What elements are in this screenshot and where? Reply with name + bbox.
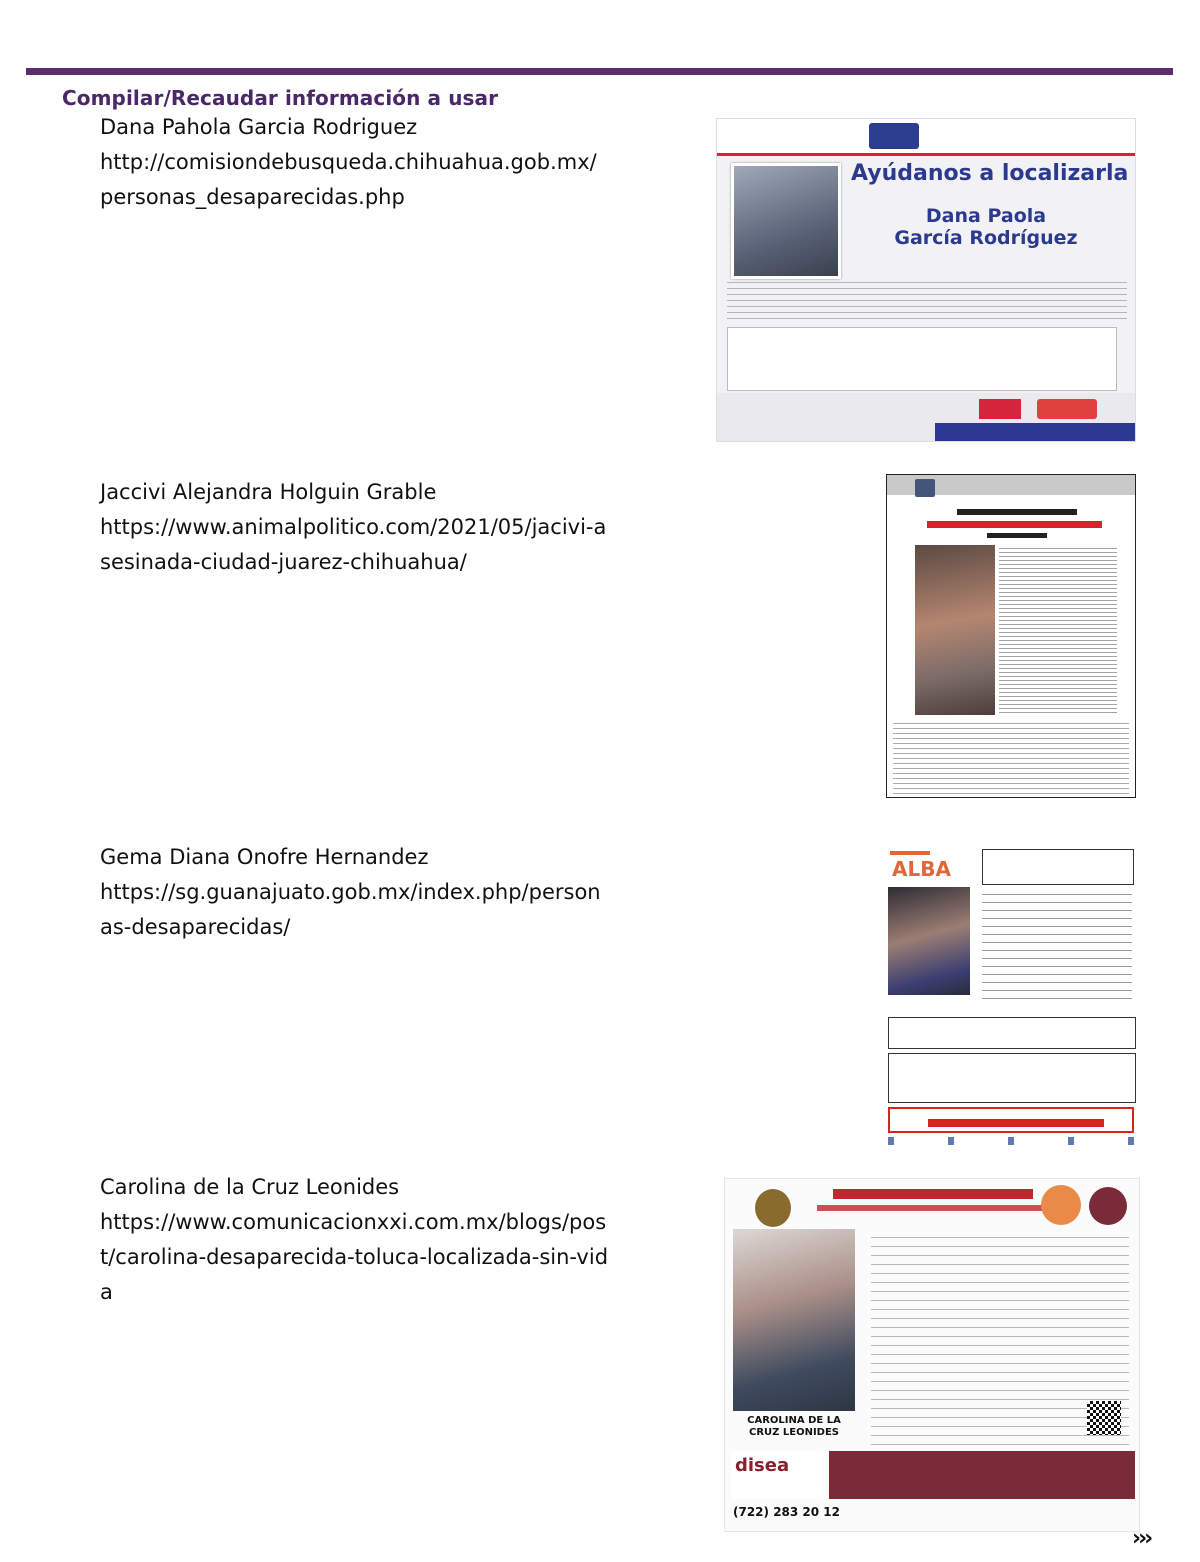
entry-jaccivi <box>100 475 610 580</box>
alba-logo-icon: ALBA <box>892 857 951 881</box>
missing-person-poster-dana <box>716 118 1136 442</box>
poster-summary-box <box>888 1053 1136 1103</box>
chihuahua-logo-icon <box>869 123 919 149</box>
poster-footer-ribbon <box>935 423 1135 441</box>
poster-accent-line <box>717 153 1135 156</box>
disea-logo-icon: disea <box>735 1455 790 1476</box>
poster-header <box>717 119 1135 153</box>
person-photo <box>915 545 995 715</box>
poster-footer-band <box>829 1451 1135 1499</box>
social-icons <box>888 1137 1134 1145</box>
top-divider <box>26 68 1173 75</box>
poster-hotline <box>928 1119 1104 1127</box>
section-heading: Compilar/Recaudar información a usar <box>62 86 499 110</box>
person-photo <box>888 887 970 995</box>
poster-subtitle <box>817 1205 1047 1211</box>
fgj-logo-icon <box>1089 1187 1127 1225</box>
poster-title <box>833 1189 1033 1199</box>
poster-subtitle <box>987 533 1047 538</box>
poster-date-box <box>982 849 1134 885</box>
fiscalia-logo-icon <box>915 479 935 497</box>
poster-title: Ayúdanos a localizarla <box>851 161 1129 186</box>
poster-particulars-box <box>888 1017 1136 1049</box>
person-photo <box>731 163 841 279</box>
poster-title <box>957 509 1077 515</box>
missing-person-poster-carolina <box>724 1178 1140 1532</box>
entry-url[interactable]: https://www.animalpolitico.com/2021/05/jacivi-asesinada-ciudad-juarez-chihuahua/ <box>100 515 607 574</box>
entry-carolina <box>100 1170 610 1310</box>
poster-footer-details <box>893 719 1129 795</box>
entry-dana <box>100 110 610 215</box>
entry-name: Carolina de la Cruz Leonides <box>100 1175 400 1199</box>
entry-url[interactable]: https://www.comunicacionxxi.com.mx/blogs/post/carolina-desaparecida-toluca-localizada-sin-vida <box>100 1210 609 1304</box>
missing-person-poster-jaccivi <box>886 474 1136 798</box>
entry-gema <box>100 840 610 945</box>
person-photo <box>733 1229 855 1411</box>
photo-caption: CAROLINA DE LA CRUZ LEONIDES <box>747 1415 841 1438</box>
estado-seal-icon <box>755 1189 791 1227</box>
hotline-089-icon <box>1037 399 1097 419</box>
poster-particulars-box <box>727 327 1117 391</box>
poster-details <box>999 545 1117 715</box>
poster-person-name <box>927 521 1102 528</box>
poster-details <box>727 277 1127 321</box>
entry-name: Jaccivi Alejandra Holguin Grable <box>100 480 437 504</box>
alba-logo-icon <box>1041 1185 1081 1225</box>
entry-name: Gema Diana Onofre Hernandez <box>100 845 429 869</box>
poster-person-name: Dana Paola García Rodríguez <box>894 205 1078 249</box>
protocolo-label <box>890 851 930 855</box>
entry-url[interactable]: https://sg.guanajuato.gob.mx/index.php/personas-desaparecidas/ <box>100 880 601 939</box>
entry-name: Dana Pahola Garcia Rodriguez <box>100 115 418 139</box>
missing-person-poster-gema <box>884 843 1138 1150</box>
next-page-arrows-icon[interactable]: ››› <box>1132 1526 1151 1551</box>
qr-code-icon <box>1087 1401 1121 1435</box>
entry-url[interactable]: http://comisiondebusqueda.chihuahua.gob.mx/personas_desaparecidas.php <box>100 150 597 209</box>
poster-phone: (722) 283 20 12 <box>733 1505 840 1519</box>
emergency-911-icon <box>979 399 1021 419</box>
poster-details <box>982 887 1132 999</box>
